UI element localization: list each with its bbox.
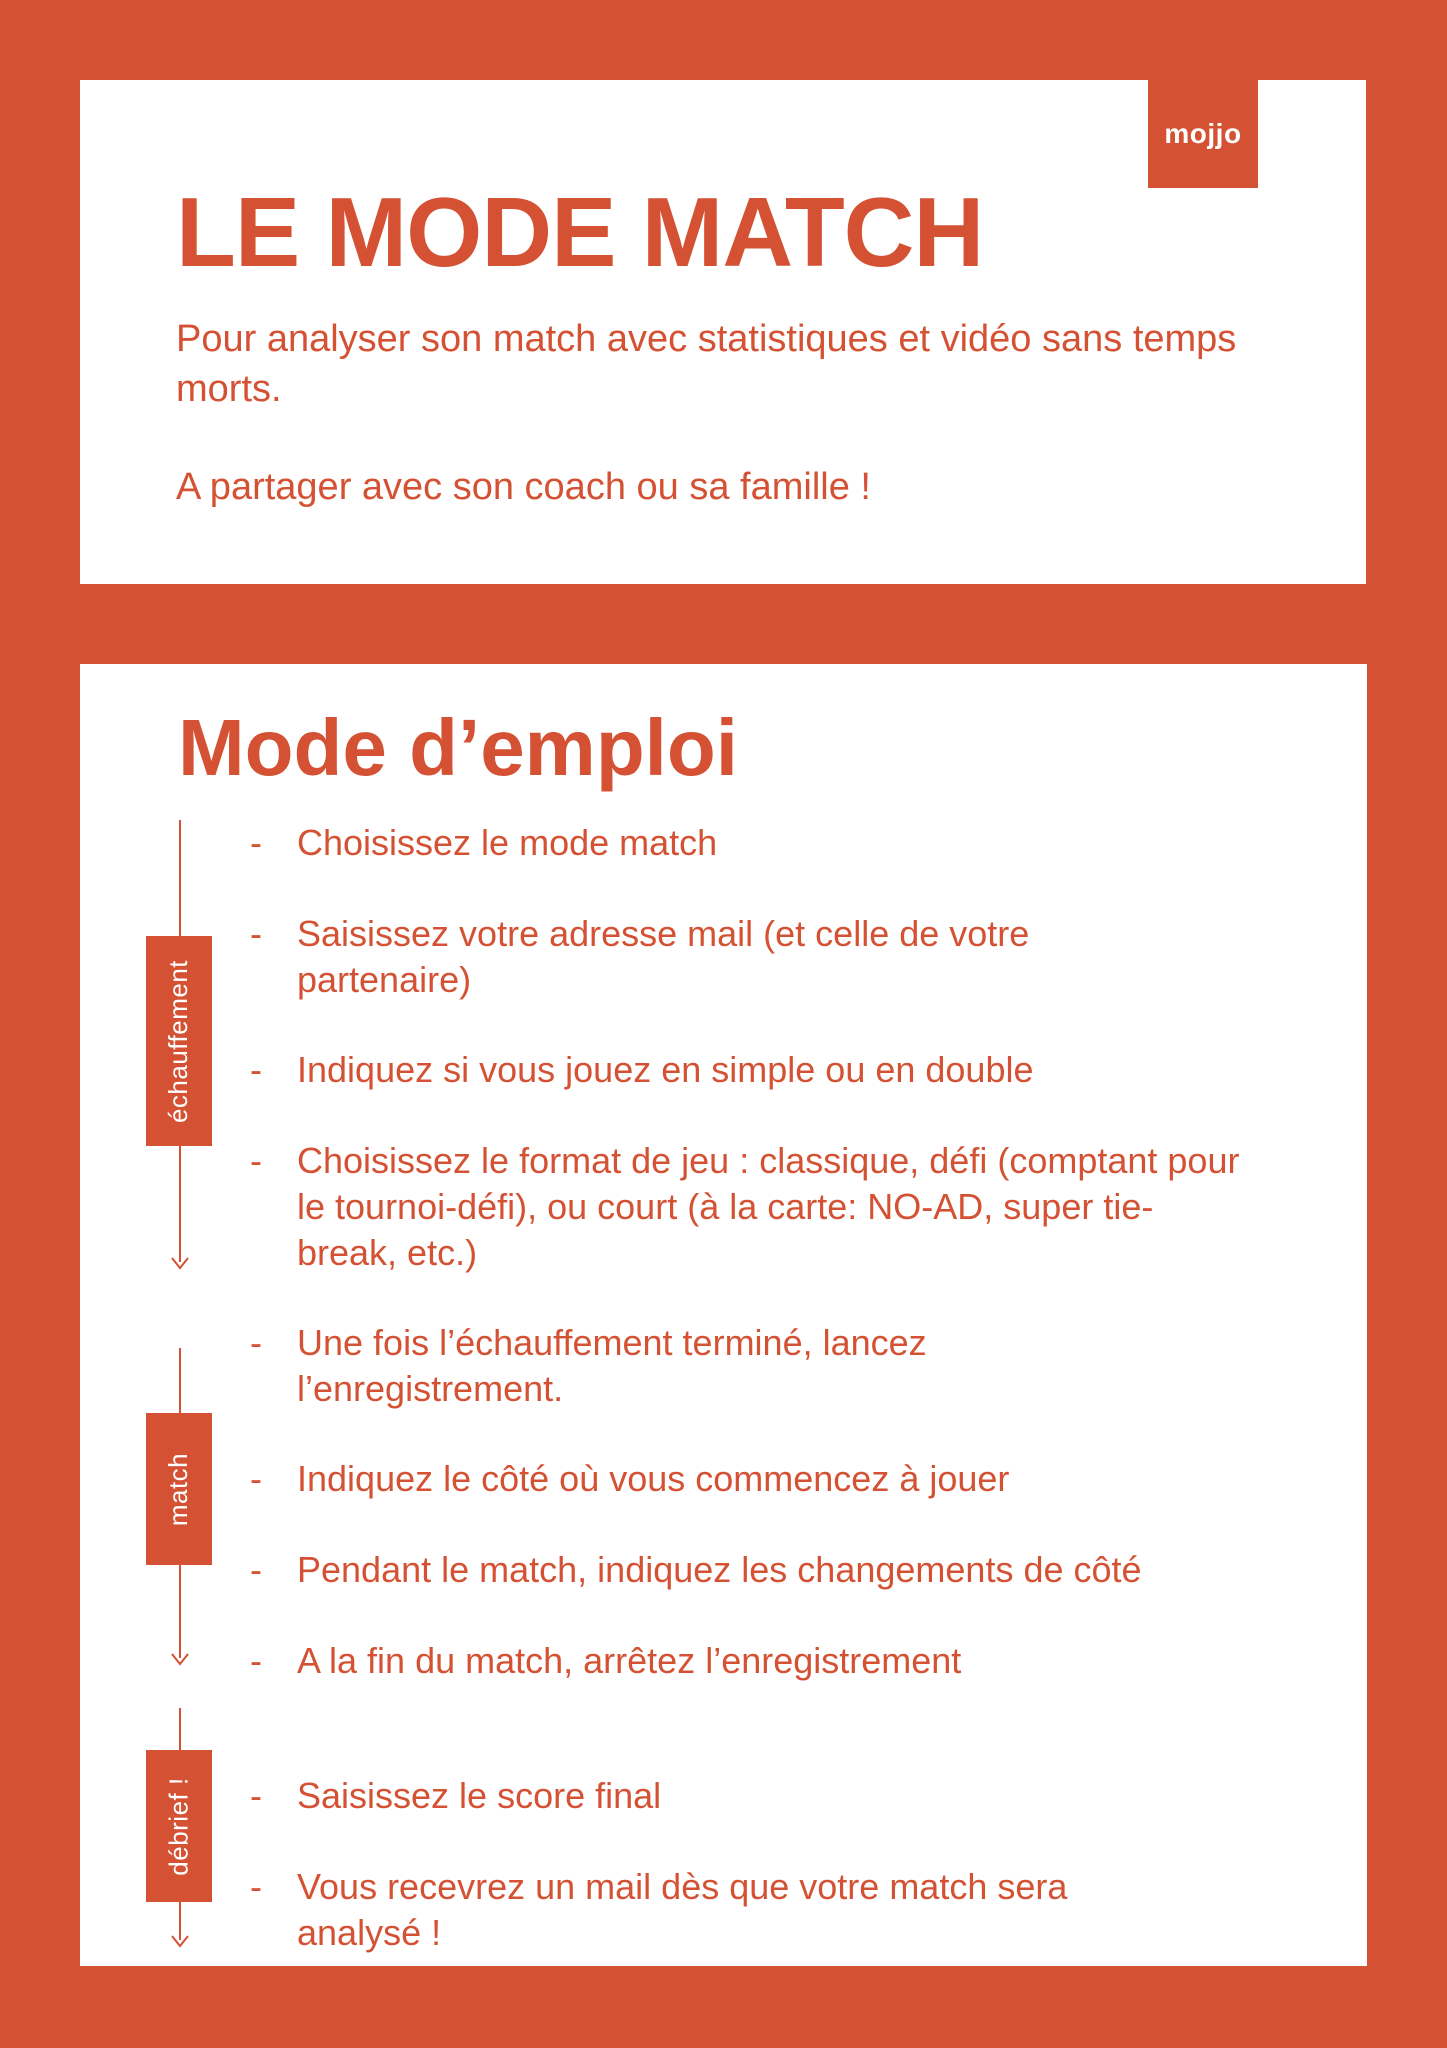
- step-text: Choisissez le mode match: [297, 822, 718, 863]
- list-item: [250, 1773, 1310, 1819]
- step-text: Indiquez le côté où vous commencez à jouer: [297, 1458, 1010, 1499]
- share-text: A partager avec son coach ou sa famille !: [176, 466, 871, 508]
- logo-text: mojjo: [1164, 118, 1242, 149]
- page-title: LE MODE MATCH: [176, 177, 984, 287]
- stage-label-warmup: [146, 936, 212, 1146]
- list-bullet: -: [250, 1775, 262, 1816]
- stage-label-text: échauffement: [163, 959, 194, 1123]
- stage-label-text: match: [163, 1452, 194, 1526]
- step-text: Pendant le match, indiquez les changements de côté: [297, 1549, 1142, 1590]
- list-item: [250, 1456, 1310, 1502]
- step-text: Saisissez le score final: [297, 1775, 662, 1816]
- step-text: Indiquez si vous jouez en simple ou en double: [297, 1049, 1034, 1090]
- list-bullet: -: [250, 1458, 262, 1499]
- list-item: [250, 1047, 1310, 1093]
- list-item: [250, 1864, 1170, 1956]
- list-item: [250, 1320, 1070, 1412]
- step-text: A la fin du match, arrêtez l’enregistrement: [297, 1640, 962, 1681]
- stage-label-debrief: [146, 1750, 212, 1902]
- step-text: Vous recevrez un mail dès que votre match sera analysé !: [297, 1866, 1068, 1953]
- step-text: Choisissez le format de jeu : classique, défi (comptant pour le tournoi-défi), ou court (à la carte: NO-AD, super tie-break, etc.): [297, 1140, 1240, 1273]
- arrow-down-icon: [170, 1652, 190, 1666]
- step-text: Saisissez votre adresse mail (et celle de votre partenaire): [297, 913, 1030, 1000]
- list-bullet: -: [250, 1049, 262, 1090]
- arrow-down-icon: [170, 1256, 190, 1270]
- section-title: Mode d’emploi: [178, 703, 738, 792]
- list-bullet: -: [250, 1140, 262, 1181]
- list-bullet: -: [250, 1866, 262, 1907]
- list-bullet: -: [250, 1640, 262, 1681]
- step-text: Une fois l’échauffement terminé, lancez l’enregistrement.: [297, 1322, 927, 1409]
- stage-label-match: [146, 1413, 212, 1565]
- arrow-down-icon: [170, 1934, 190, 1948]
- list-item: [250, 1638, 1310, 1684]
- list-item: [250, 911, 1150, 1003]
- list-bullet: -: [250, 913, 262, 954]
- list-item: [250, 820, 1310, 866]
- intro-text: Pour analyser son match avec statistiques et vidéo sans temps morts.: [176, 318, 1237, 410]
- list-bullet: -: [250, 1549, 262, 1590]
- list-bullet: -: [250, 822, 262, 863]
- list-bullet: -: [250, 1322, 262, 1363]
- mojjo-logo: [1148, 80, 1258, 188]
- stage-label-text: débrief !: [163, 1776, 194, 1876]
- list-item: [250, 1138, 1250, 1276]
- list-item: [250, 1547, 1310, 1593]
